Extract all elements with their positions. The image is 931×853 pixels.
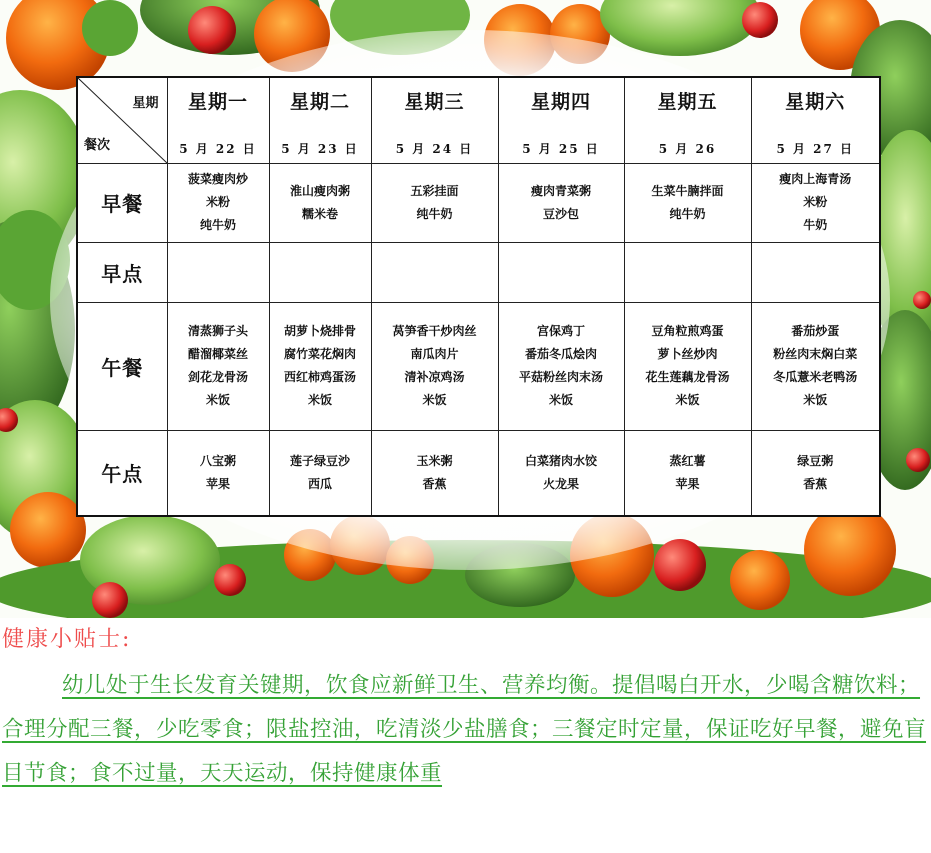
dish: 菠菜瘦肉炒: [187, 172, 248, 186]
day-date: 5 月 25 日: [522, 142, 600, 157]
day-date: 5 月 26: [658, 142, 717, 157]
dish: 胡萝卜烧排骨: [283, 324, 356, 338]
dish: 纯牛奶: [199, 218, 236, 232]
dish: 花生莲藕龙骨汤: [645, 370, 730, 384]
menu-cell: [498, 302, 624, 430]
dish: 蒸红薯: [669, 453, 706, 468]
dish: 西红柿鸡蛋汤: [283, 370, 356, 384]
dish: 萝卜丝炒肉: [657, 347, 718, 361]
dish: 火龙果: [542, 476, 579, 491]
menu-cell: [167, 430, 269, 516]
dish: 粉丝肉末焖白菜: [773, 347, 858, 361]
dish: 南瓜肉片: [410, 347, 459, 361]
day-header: [371, 77, 498, 163]
meal-label-cell: [77, 242, 167, 302]
table-row-morning-snack: [77, 242, 880, 302]
menu-cell: [624, 242, 751, 302]
dish: 生菜牛腩拌面: [651, 183, 724, 198]
day-name: 星期四: [530, 91, 591, 114]
menu-cell: [167, 163, 269, 242]
corner-day-label: 星期: [132, 96, 159, 111]
day-name: 星期五: [657, 91, 718, 114]
menu-cell: [751, 242, 880, 302]
dish: 香蕉: [803, 476, 828, 491]
dish: 米饭: [307, 393, 332, 407]
menu-cell: [371, 242, 498, 302]
dish: 剑花龙骨汤: [187, 370, 248, 384]
dish: 瘦肉青菜粥: [530, 183, 591, 198]
day-header: [624, 77, 751, 163]
corner-cell: [77, 77, 167, 163]
dish: 西瓜: [307, 476, 332, 491]
dish: 淮山瘦肉粥: [289, 183, 350, 198]
dish: 纯牛奶: [669, 206, 706, 221]
dish: 绿豆粥: [797, 453, 834, 468]
dish: 白菜猪肉水饺: [524, 453, 597, 468]
table-row-breakfast: [77, 163, 880, 242]
dish: 清补凉鸡汤: [404, 370, 465, 384]
day-name: 星期六: [785, 91, 846, 114]
menu-cell: [371, 163, 498, 242]
dish: 苹果: [675, 476, 700, 491]
dish: 米粉: [803, 195, 828, 209]
menu-cell: [624, 430, 751, 516]
tips-title: 健康小贴士:: [2, 627, 132, 652]
dish: 平菇粉丝肉末汤: [518, 370, 603, 384]
weekly-menu-table: [76, 76, 881, 517]
day-date: 5 月 24 日: [395, 142, 474, 157]
meal-label: 午点: [101, 462, 144, 487]
day-header: [498, 77, 624, 163]
meal-label: 早点: [101, 261, 144, 286]
table-row-afternoon-snack: [77, 430, 880, 516]
menu-cell: [371, 430, 498, 516]
menu-cell: [498, 430, 624, 516]
menu-cell: [751, 163, 880, 242]
meal-label-cell: [77, 163, 167, 242]
dish: 五彩挂面: [410, 183, 459, 198]
dish: 豆角粒煎鸡蛋: [651, 324, 724, 338]
table-header-row: [77, 77, 880, 163]
menu-cell: [624, 302, 751, 430]
menu-cell: [371, 302, 498, 430]
menu-cell: [751, 430, 880, 516]
dish: 米粉: [205, 195, 230, 209]
meal-label-cell: [77, 430, 167, 516]
menu-cell: [498, 163, 624, 242]
dish: 豆沙包: [542, 206, 579, 221]
dish: 玉米粥: [416, 453, 453, 468]
corner-meal-label: 餐次: [84, 137, 111, 153]
dish: 米饭: [675, 393, 700, 407]
menu-cell: [167, 242, 269, 302]
dish: 清蒸狮子头: [187, 324, 248, 338]
dish: 米饭: [548, 393, 573, 407]
dish: 莲子绿豆沙: [289, 453, 350, 468]
menu-cell: [751, 302, 880, 430]
dish: 八宝粥: [199, 453, 236, 468]
day-date: 5 月 23 日: [281, 142, 359, 157]
day-header: [167, 77, 269, 163]
dish: 番茄冬瓜烩肉: [524, 347, 597, 361]
menu-cell: [167, 302, 269, 430]
dish: 宫保鸡丁: [536, 324, 585, 338]
day-header: [751, 77, 880, 163]
day-name: 星期二: [289, 91, 350, 114]
dish: 米饭: [803, 393, 828, 407]
menu-cell: [269, 430, 371, 516]
dish: 纯牛奶: [416, 206, 453, 221]
day-date: 5 月 27 日: [776, 142, 855, 157]
menu-cell: [624, 163, 751, 242]
menu-cell: [269, 163, 371, 242]
dish: 牛奶: [803, 218, 828, 232]
dish: 米饭: [422, 393, 447, 407]
dish: 番茄炒蛋: [791, 324, 840, 338]
dish: 糯米卷: [301, 206, 338, 221]
dish: 莴笋香干炒肉丝: [392, 324, 477, 338]
menu-cell: [269, 302, 371, 430]
day-name: 星期三: [404, 91, 465, 114]
menu-cell: [269, 242, 371, 302]
meal-label: 午餐: [101, 355, 144, 380]
dish: 冬瓜薏米老鸭汤: [773, 370, 858, 384]
meal-label-cell: [77, 302, 167, 430]
dish: 瘦肉上海青汤: [779, 172, 852, 186]
day-name: 星期一: [187, 91, 248, 114]
meal-label: 早餐: [101, 192, 144, 216]
dish: 醋溜椰菜丝: [187, 347, 248, 361]
dish: 香蕉: [422, 476, 447, 491]
menu-cell: [498, 242, 624, 302]
table-row-lunch: [77, 302, 880, 430]
dish: 苹果: [205, 476, 230, 491]
tips-body: 幼儿处于生长发育关键期，饮食应新鲜卫生、营养均衡。提倡喝白开水，少喝含糖饮料；合理分配三餐，少吃零食；限盐控油，吃清淡少盐膳食；三餐定时定量，保证吃好早餐，避免盲目节食；食不过量，天天运动，保持健康体重: [2, 673, 927, 786]
day-header: [269, 77, 371, 163]
dish: 腐竹菜花焖肉: [283, 347, 356, 361]
day-date: 5 月 22 日: [179, 142, 257, 157]
dish: 米饭: [205, 393, 230, 407]
